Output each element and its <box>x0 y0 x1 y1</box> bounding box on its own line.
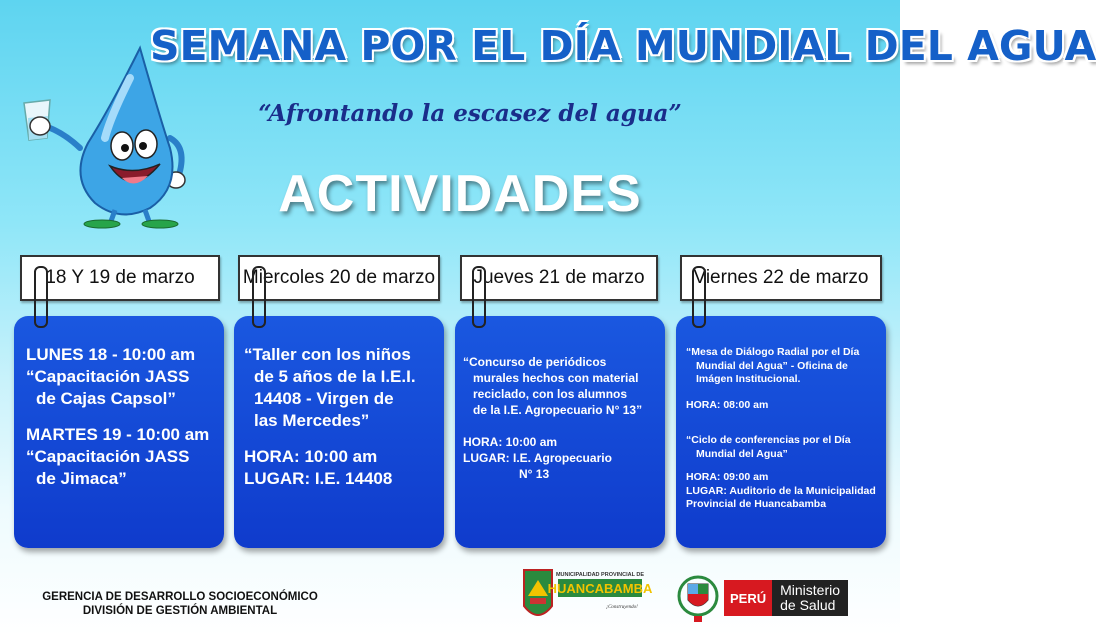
card-line: Mundial del Agua” - Oficina de <box>696 359 848 372</box>
card-line: “Mesa de Diálogo Radial por el Día <box>686 346 860 358</box>
card-line: LUNES 18 - 10:00 am <box>26 345 196 364</box>
card-line: Imágen Institucional. <box>696 373 801 385</box>
card-line: murales hechos con material <box>473 371 639 385</box>
card-line: de 5 años de la I.E.I. <box>254 367 416 386</box>
card-line: HORA: 08:00 am <box>686 398 769 411</box>
day-card-1 <box>14 316 224 548</box>
card-line: Mundial del Agua” <box>696 447 788 460</box>
card-line: las Mercedes” <box>254 411 370 430</box>
day-tab-4: Viernes 22 de marzo <box>680 255 882 301</box>
card-line: Provincial de Huancabamba <box>686 498 827 510</box>
card-line: “Taller con los niños <box>244 345 411 364</box>
card-line: HORA: 10:00 am <box>463 435 558 449</box>
card-line: MARTES 19 - 10:00 am <box>26 425 210 444</box>
day-card-2 <box>234 316 444 548</box>
card-line: LUGAR: I.E. Agropecuario <box>463 451 612 465</box>
peru-label: PERÚ <box>724 580 772 616</box>
card-line: HORA: 10:00 am <box>244 447 378 466</box>
activities-heading: ACTIVIDADES <box>278 165 642 223</box>
day-card-4 <box>676 316 886 548</box>
day-tab-3: Jueves 21 de marzo <box>460 255 658 301</box>
paperclip-icon <box>34 266 48 328</box>
paperclip-icon <box>472 266 486 328</box>
card-line: “Capacitación JASS <box>26 447 190 466</box>
day-tab-2: Miercoles 20 de marzo <box>238 255 440 301</box>
ministry-of-health-logo <box>724 580 848 616</box>
card-line: “Concurso de periódicos <box>463 355 607 369</box>
muni-top-text: MUNICIPALIDAD PROVINCIAL DE <box>555 572 645 578</box>
day-card-3 <box>455 316 665 548</box>
footer-line: GERENCIA DE DESARROLLO SOCIOECONÓMICO <box>42 591 318 603</box>
card-line: HORA: 09:00 am <box>686 471 769 483</box>
card-line: 14408 - Virgen de <box>254 389 394 408</box>
card-line: de Jimaca” <box>36 469 127 488</box>
ministry-line: de Salud <box>780 597 836 613</box>
ministry-line: Ministerio <box>780 582 841 598</box>
peru-coat-of-arms-icon <box>676 566 720 628</box>
card-line: LUGAR: I.E. 14408 <box>244 469 393 488</box>
municipality-logo-icon <box>518 566 653 628</box>
muni-slogan-text: ¡Construyendo! <box>606 605 638 610</box>
card-line: LUGAR: Auditorio de la Municipalidad <box>686 484 876 497</box>
card-line: N° 13 <box>519 467 550 481</box>
poster-subtitle: “Afrontando la escasez del agua” <box>258 100 682 127</box>
card-line: de Cajas Capsol” <box>36 389 176 408</box>
paperclip-icon <box>692 266 706 328</box>
card-line: “Ciclo de conferencias por el Día <box>686 434 851 446</box>
card-line: “Capacitación JASS <box>26 367 190 386</box>
day-tab-1: 18 Y 19 de marzo <box>20 255 220 301</box>
paperclip-icon <box>252 266 266 328</box>
ministry-label <box>772 580 848 616</box>
card-line: de la I.E. Agropecuario N° 13” <box>473 403 643 417</box>
poster-title: SEMANA POR EL DÍA MUNDIAL DEL AGUA <box>150 22 1096 70</box>
muni-name-text: HUANCABAMBA <box>547 581 653 596</box>
footer-organization <box>30 590 330 618</box>
footer-line: DIVISIÓN DE GESTIÓN AMBIENTAL <box>82 605 278 617</box>
card-line: reciclado, con los alumnos <box>473 387 628 401</box>
